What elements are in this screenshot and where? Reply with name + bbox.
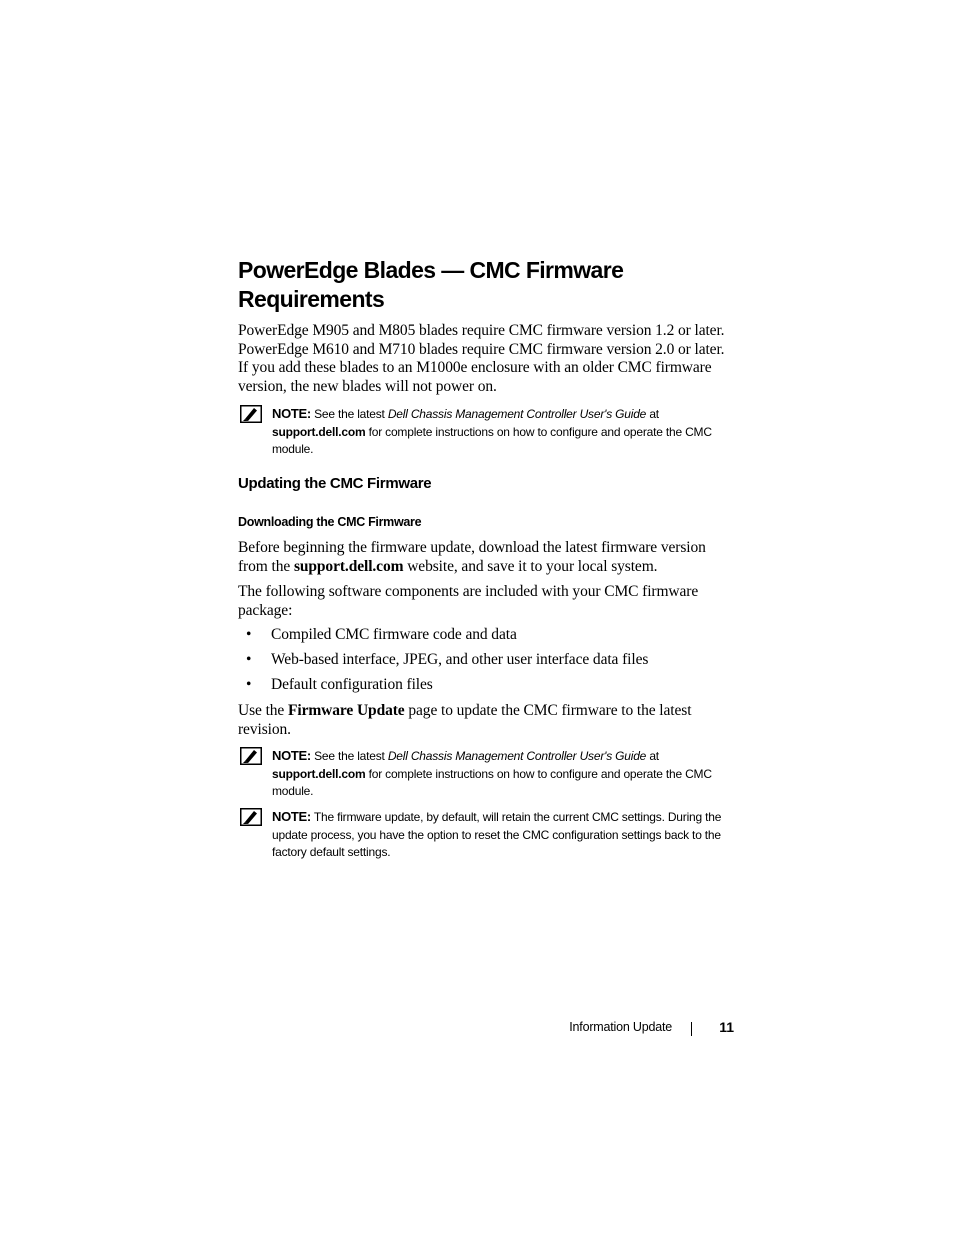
footer-divider (691, 1022, 692, 1036)
note-label: NOTE: (272, 406, 311, 421)
note-text-segment: for complete instructions on how to configure and operate the CMC module. (272, 766, 712, 798)
section-heading-line2: Requirements (238, 286, 385, 312)
text-segment: website, and save it to your local system. (407, 557, 658, 575)
note-text-segment: The firmware update, by default, will retain the current CMC settings. During the update process, you have the option to reset the CMC configuration settings back to the factory default settings. (272, 810, 722, 859)
section-heading-line1: PowerEdge Blades — CMC Firmware (238, 257, 624, 283)
list-item-text: Web-based interface, JPEG, and other user interface data files (271, 651, 649, 668)
note-text-segment: See the latest (314, 749, 385, 763)
note-pencil-icon (240, 747, 262, 765)
firmware-update-paragraph (238, 702, 734, 739)
note-text-segment: See the latest (314, 407, 385, 421)
note-pencil-icon (240, 808, 262, 826)
footer-title: Information Update (569, 1020, 672, 1034)
guide-title: Dell Chassis Management Controller User's Guide (387, 407, 647, 421)
note-text-segment: for complete instructions on how to configure and operate the CMC module. (272, 424, 712, 456)
text-segment: Before beginning the firmware update, download the latest firmware version from the (238, 539, 706, 575)
bullet-dot: • (246, 676, 252, 693)
support-site-link[interactable]: support.dell.com (272, 766, 366, 781)
guide-title: Dell Chassis Management Controller User's Guide (387, 749, 647, 763)
components-paragraph: The following software components are included with your CMC firmware package: (238, 583, 699, 619)
subsubsection-heading: Downloading the CMC Firmware (238, 515, 422, 529)
firmware-update-page-name: Firmware Update (288, 702, 405, 719)
intro-paragraph: PowerEdge M905 and M805 blades require CMC firmware version 1.2 or later. PowerEdge M610 and M710 blades require CMC firmware version 2.0 or later. If you add these blades to an M1000e enclosure with an older CMC firmware version, the new blades will not power on. (238, 322, 725, 395)
list-item-text: Default configuration files (271, 676, 433, 693)
support-site-link[interactable]: support.dell.com (293, 557, 404, 575)
note-text-segment: at (649, 749, 659, 763)
page-footer (540, 1019, 740, 1039)
page-number: 11 (719, 1019, 734, 1035)
support-site-link[interactable]: support.dell.com (272, 424, 366, 439)
subsection-heading: Updating the CMC Firmware (238, 475, 432, 492)
note-text-2 (272, 747, 734, 801)
components-list (238, 626, 734, 701)
list-item (238, 651, 734, 676)
section-heading (238, 256, 758, 314)
note-text-1 (272, 405, 734, 459)
note-label: NOTE: (272, 748, 311, 763)
list-item (238, 626, 734, 651)
note-text-segment: at (649, 407, 659, 421)
note-text-3 (272, 808, 722, 862)
bullet-dot: • (246, 651, 252, 668)
text-segment: page to update the CMC firmware to the latest revision. (238, 702, 692, 738)
list-item-text: Compiled CMC firmware code and data (271, 626, 517, 643)
list-item (238, 676, 734, 701)
bullet-dot: • (246, 626, 252, 643)
note-label: NOTE: (272, 809, 311, 824)
download-paragraph (238, 539, 734, 576)
note-pencil-icon (240, 405, 262, 423)
text-segment: Use the (238, 702, 285, 719)
